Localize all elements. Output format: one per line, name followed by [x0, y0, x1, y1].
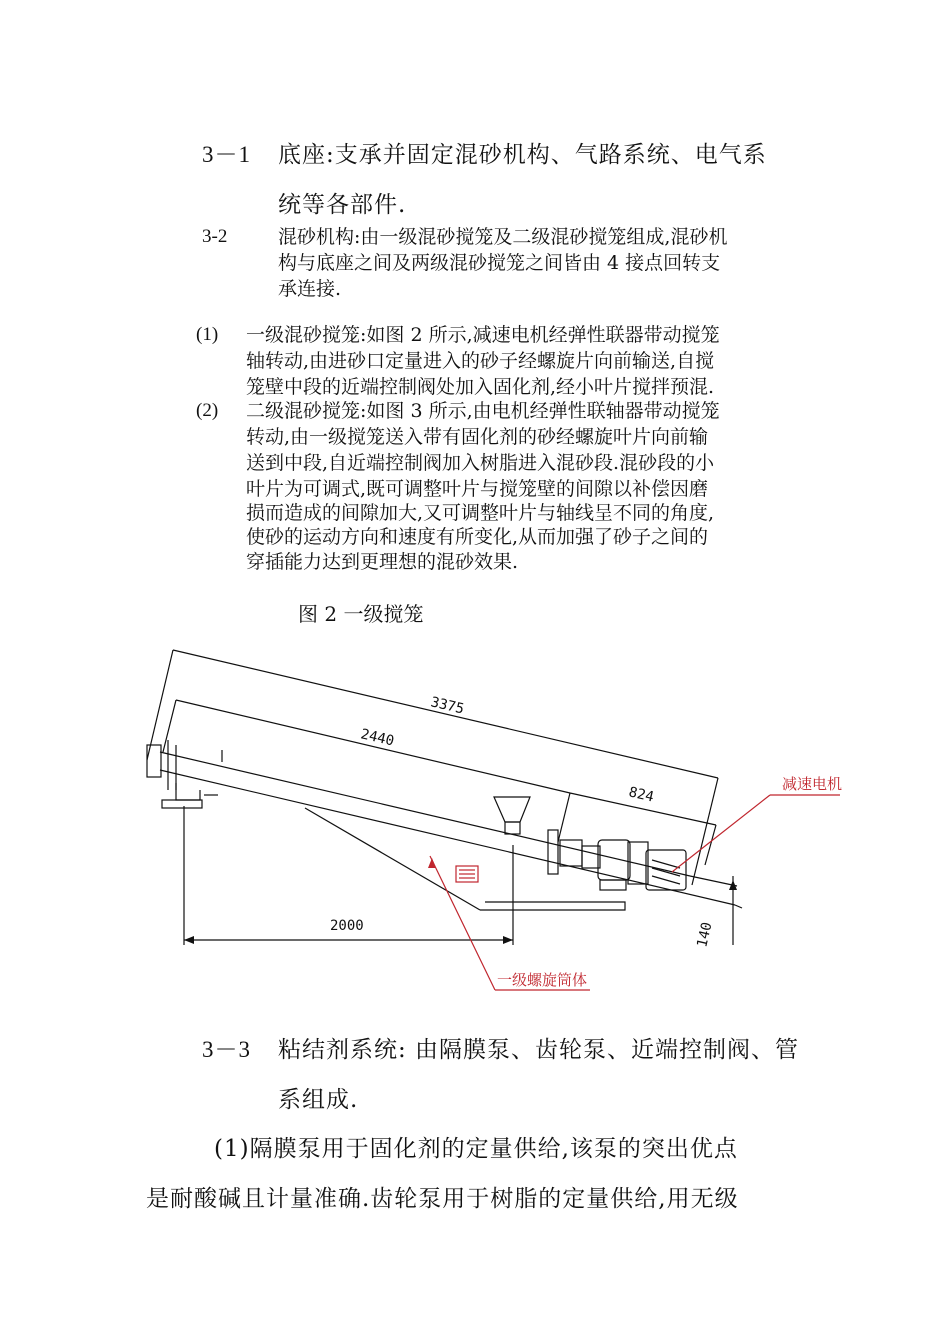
paragraph-1-line: 一级混砂搅笼:如图 2 所示,减速电机经弹性联器带动搅笼 — [246, 324, 720, 346]
paragraph-number-2: (2) — [196, 400, 219, 421]
figure-caption: 图 2 一级搅笼 — [298, 602, 424, 626]
paragraph-1-line: 笼壁中段的近端控制阀处加入固化剂,经小叶片搅拌预混. — [246, 376, 715, 398]
dim-line-2440 — [176, 700, 570, 793]
section-3-2-line-2: 构与底座之间及两级混砂搅笼之间皆由 4 接点回转支 — [278, 252, 721, 274]
section-3-3-line-2: 系组成. — [278, 1087, 359, 1113]
tube-top-edge — [160, 752, 690, 876]
paragraph-number-1: (1) — [196, 324, 219, 345]
paragraph-2-line: 送到中段,自近端控制阀加入树脂进入混砂段.混砂段的小 — [246, 452, 715, 474]
paragraph-2-line: 使砂的运动方向和速度有所变化,从而加强了砂子之间的 — [246, 526, 709, 548]
section-3-1-line-1: 底座:支承并固定混砂机构、气路系统、电气系 — [278, 142, 767, 168]
section-3-2-line-3: 承连接. — [278, 278, 342, 300]
section-number-3-2: 3-2 — [202, 226, 228, 247]
dim-text-2000: 2000 — [330, 918, 364, 934]
paragraph-2-line: 损而造成的间隙加大,又可调整叶片与轴线呈不同的角度, — [246, 502, 715, 524]
paragraph-2-line: 二级混砂搅笼:如图 3 所示,由电机经弹性联轴器带动搅笼 — [246, 400, 720, 422]
extension-line — [163, 700, 176, 752]
section-3-2-line-1: 混砂机构:由一级混砂搅笼及二级混砂搅笼组成,混砂机 — [278, 226, 728, 248]
label-motor: 减速电机 — [782, 775, 843, 793]
dim-text-140: 140 — [694, 920, 716, 949]
dim-text-824: 824 — [627, 784, 656, 806]
section-number-3-1: 3－1 — [202, 142, 251, 167]
dim-text-2440: 2440 — [359, 726, 396, 750]
dim-text-3375: 3375 — [429, 694, 466, 718]
paragraph-3-line-1: (1)隔膜泵用于固化剂的定量供给,该泵的突出优点 — [214, 1136, 738, 1162]
paragraph-2-line: 转动,由一级搅笼送入带有固化剂的砂经螺旋叶片向前输 — [246, 426, 709, 448]
dim-line-3375 — [173, 650, 718, 778]
paragraph-2-line: 叶片为可调式,既可调整叶片与搅笼壁的间隙以补偿因磨 — [246, 478, 709, 500]
base-plate — [480, 902, 625, 910]
extension-line — [558, 793, 570, 842]
section-3-1-line-2: 统等各部件. — [278, 192, 407, 218]
feed-hopper — [494, 797, 530, 822]
extension-line — [147, 650, 173, 760]
leader-tube — [430, 856, 495, 990]
section-number-3-3: 3－3 — [202, 1037, 251, 1062]
paragraph-1-line: 轴转动,由进砂口定量进入的砂子经螺旋片向前输送,自搅 — [246, 350, 715, 372]
section-3-3-line-1: 粘结剂系统: 由隔膜泵、齿轮泵、近端控制阀、管 — [278, 1037, 800, 1063]
paragraph-3-line-2: 是耐酸碱且计量准确.齿轮泵用于树脂的定量供给,用无级 — [146, 1186, 739, 1212]
paragraph-2-line: 穿插能力达到更理想的混砂效果. — [246, 551, 519, 573]
label-tube: 一级螺旋筒体 — [497, 971, 588, 989]
discharge-outlet — [176, 783, 200, 800]
leader-motor — [672, 795, 770, 872]
